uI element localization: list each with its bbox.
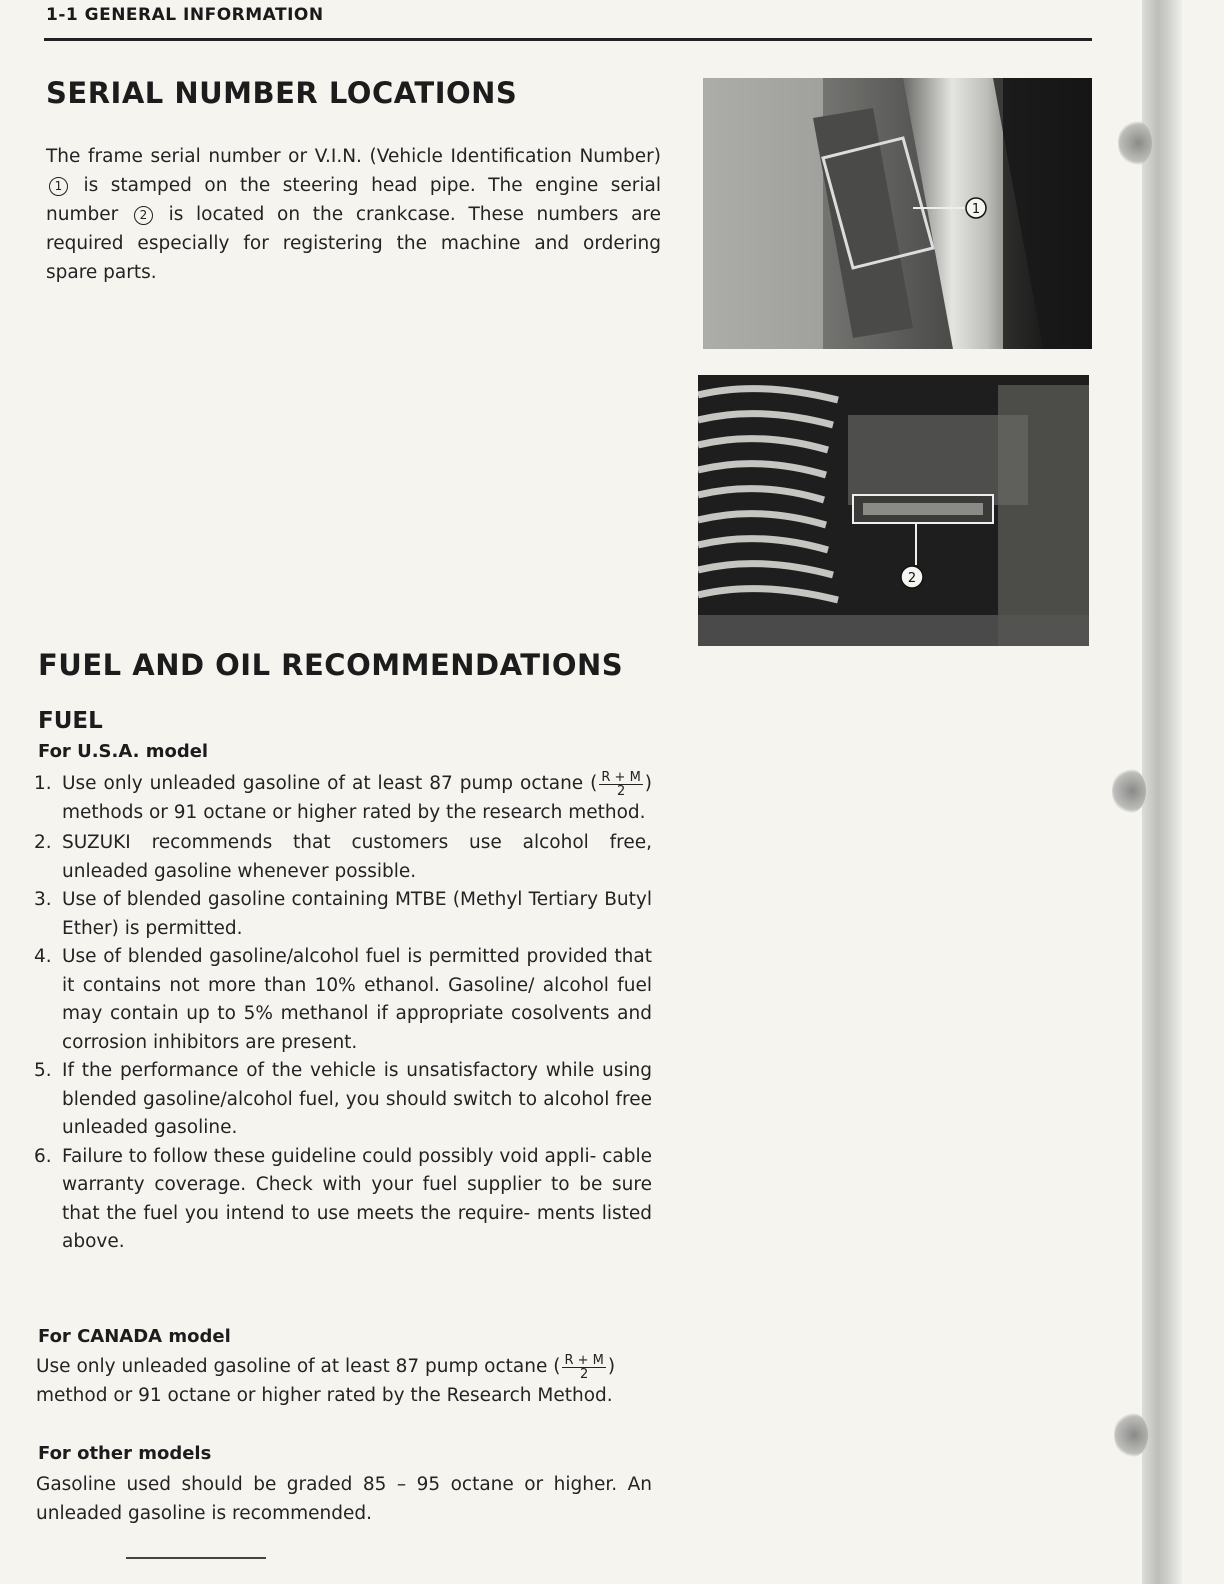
list-item-text: ) methods or 91 octane or higher rated by the research method.: [62, 773, 652, 823]
list-item-text: SUZUKI recommends that customers use alcohol free, unleaded gasoline whenever possible.: [62, 832, 652, 882]
formula-numerator: R + M: [601, 769, 641, 785]
list-item: [34, 1057, 652, 1143]
usa-model-heading: For U.S.A. model: [38, 741, 209, 762]
list-item-number: 5.: [34, 1060, 52, 1081]
serial-paragraph: [46, 142, 661, 287]
steering-head-photo: [703, 78, 1092, 349]
other-models-heading: For other models: [38, 1443, 212, 1464]
header-rule: [44, 38, 1092, 41]
list-item-number: 3.: [34, 889, 52, 910]
fuel-oil-section-title: FUEL AND OIL RECOMMENDATIONS: [38, 648, 624, 682]
formula-denominator: 2: [616, 783, 626, 799]
binder-hole-middle: [1112, 768, 1146, 814]
binder-hole-bottom: [1114, 1412, 1148, 1458]
list-item-number: 1.: [34, 773, 52, 794]
running-header: 1-1 GENERAL INFORMATION: [46, 5, 324, 25]
list-item-text: Use of blended gasoline containing MTBE (Methyl Tertiary Butyl Ether) is permitted.: [62, 889, 652, 939]
list-item-text: Failure to follow these guideline could possibly void appli- cable warranty coverage. Check with your fuel supplier to be sure that the fuel you intend to use meets the require- ments listed above.: [62, 1145, 652, 1252]
list-item-text: Use of blended gasoline/alcohol fuel is permitted provided that it contains not more than 10% ethanol. Gasoline/ alcohol fuel may contain up to 5% methanol if appropriate cosolvents and corrosion inhibitors are present.: [62, 946, 652, 1053]
callout-1-marker: 1: [49, 177, 68, 196]
serial-section-title: SERIAL NUMBER LOCATIONS: [46, 76, 518, 110]
photo1-callout-label: 1: [971, 202, 981, 217]
list-item: [34, 770, 652, 827]
canada-text-3: method or 91 octane or higher rated by the Research Method.: [36, 1385, 613, 1406]
photo2-callout-label: 2: [907, 571, 917, 586]
bottom-rule: [126, 1557, 266, 1559]
list-item-text: Use only unleaded gasoline of at least 87 pump octane (: [62, 773, 598, 794]
other-models-paragraph: Gasoline used should be graded 85 – 95 octane or higher. An unleaded gasoline is recommended.: [36, 1474, 652, 1524]
canada-model-heading: For CANADA model: [38, 1326, 231, 1347]
binder-hole-top: [1118, 120, 1152, 166]
list-item: [34, 829, 652, 886]
list-item-text: If the performance of the vehicle is unsatisfactory while using blended gasoline/alcohol fuel, you should switch to alcohol free unleaded gasoline.: [62, 1060, 652, 1138]
list-item-number: 6.: [34, 1145, 52, 1167]
octane-formula: [599, 771, 642, 798]
binder-edge: [1142, 0, 1182, 1584]
serial-text-1: The frame serial number or V.I.N. (Vehicle Identification Number): [46, 146, 661, 167]
serial-text-2: is stamped on the steering head pipe. The engine serial number: [46, 175, 661, 225]
crankcase-photo: [698, 375, 1089, 646]
canada-text-2: ): [607, 1356, 616, 1377]
usa-fuel-list: [34, 770, 652, 1257]
list-item: [34, 886, 652, 943]
list-item-number: 2.: [34, 832, 52, 853]
list-item: [34, 943, 652, 1057]
callout-2-marker: 2: [134, 206, 153, 225]
list-item-number: 4.: [34, 946, 52, 967]
serial-text-3: is located on the crankcase. These numbers are required especially for registering the machine and ordering spare parts.: [46, 204, 661, 283]
octane-formula-canada: [562, 1354, 605, 1381]
list-item: [34, 1143, 652, 1257]
canada-text-1: Use only unleaded gasoline of at least 87 pump octane (: [36, 1356, 561, 1377]
fuel-heading: FUEL: [38, 708, 103, 734]
formula-numerator: R + M: [564, 1352, 604, 1368]
canada-paragraph: [36, 1352, 656, 1410]
formula-denominator: 2: [580, 1366, 589, 1382]
